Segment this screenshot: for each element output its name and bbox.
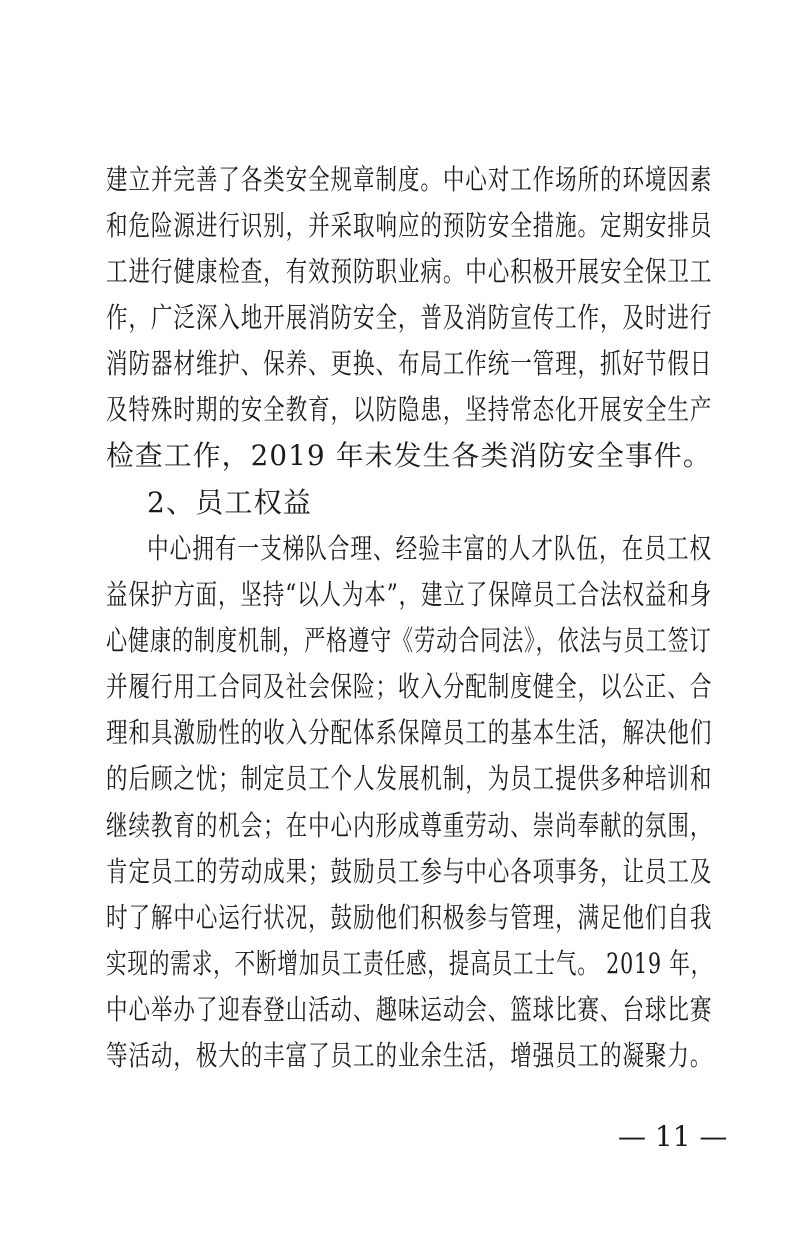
body-text-line: 心健康的制度机制，严格遵守《劳动合同法》，依法与员工签订 — [106, 624, 712, 657]
body-text-line: 建立并完善了各类安全规章制度。中心对工作场所的环境因素 — [106, 163, 713, 196]
body-text-line: 作，广泛深入地开展消防安全，普及消防宣传工作，及时进行 — [106, 301, 713, 334]
body-text-line: 中心举办了迎春登山活动、趣味运动会、篮球比赛、台球比赛 — [106, 993, 713, 1026]
body-text-line: 肯定员工的劳动成果；鼓励员工参与中心各项事务，让员工及 — [106, 855, 713, 888]
body-text-line: 检查工作，2019 年未发生各类消防安全事件。 — [106, 439, 712, 472]
body-text-line: 实现的需求，不断增加员工责任感，提高员工士气。 2019 年， — [106, 947, 713, 980]
body-text-line: 和危险源进行识别，并采取响应的预防安全措施。定期安排员 — [106, 209, 713, 242]
body-text-line: 时了解中心运行状况，鼓励他们积极参与管理，满足他们自我 — [106, 901, 713, 934]
body-text-line: 并履行用工合同及社会保险；收入分配制度健全，以公正、合 — [106, 670, 713, 703]
page-number: — 11 — — [618, 1120, 728, 1153]
body-text-line: 中心拥有一支梯队合理、经验丰富的人才队伍，在员工权 — [147, 532, 713, 565]
body-text-line: 理和具激励性的收入分配体系保障员工的基本生活，解决他们 — [106, 716, 713, 749]
body-text-line: 的后顾之忧；制定员工个人发展机制，为员工提供多种培训和 — [106, 762, 713, 795]
body-text-line: 及特殊时期的安全教育，以防隐患，坚持常态化开展安全生产 — [106, 393, 713, 426]
body-text-line: 继续教育的机会；在中心内形成尊重劳动、崇尚奉献的氛围， — [106, 809, 713, 842]
body-text-line: 等活动，极大的丰富了员工的业余生活，增强员工的凝聚力。 — [106, 1039, 713, 1072]
body-text-line: 益保护方面，坚持“以人为本”，建立了保障员工合法权益和身 — [106, 578, 713, 611]
body-text-line: 消防器材维护、保养、更换、布局工作统一管理，抓好节假日 — [106, 347, 713, 380]
body-text-line: 工进行健康检查，有效预防职业病。中心积极开展安全保卫工 — [106, 255, 713, 288]
section-heading: 2、员工权益 — [147, 486, 313, 519]
